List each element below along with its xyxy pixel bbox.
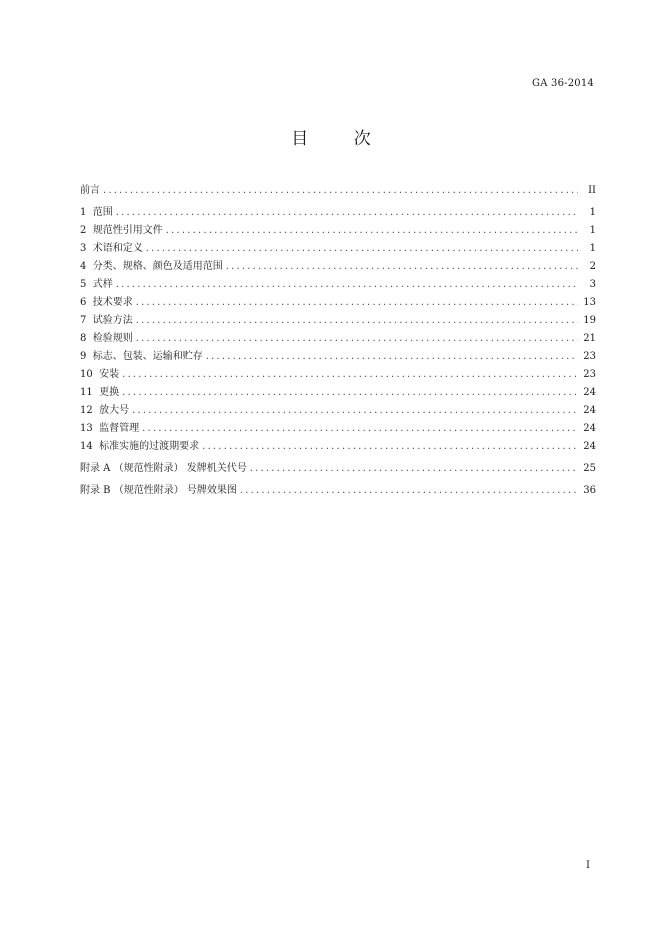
toc-entry-annex-b[interactable] [80, 482, 596, 500]
dot-leader [103, 182, 578, 200]
dot-leader [122, 366, 578, 384]
toc-entry-label: 前言 [80, 185, 100, 196]
dot-leader [122, 384, 578, 402]
dot-leader [136, 294, 578, 312]
dot-leader [116, 204, 578, 222]
dot-leader [142, 420, 578, 438]
toc-entry-inspection-rules[interactable] [80, 330, 596, 348]
document-code: GA 36-2014 [532, 78, 594, 89]
toc-entry-scope[interactable] [80, 204, 596, 222]
toc-entry-page: 23 [583, 369, 596, 380]
page-title: 目 次 [291, 129, 391, 149]
toc-entry-page: 1 [589, 243, 596, 254]
toc-entry-technical-requirements[interactable] [80, 294, 596, 312]
toc-entry-classification[interactable] [80, 258, 596, 276]
toc-entry-page: 23 [583, 351, 596, 362]
toc-entry-supervision[interactable] [80, 420, 596, 438]
toc-entry-page: 24 [583, 405, 596, 416]
toc-entry-label: 附录 B （规范性附录） 号牌效果图 [80, 485, 237, 496]
toc-entry-label: 10 安装 [80, 369, 120, 380]
dot-leader [250, 460, 578, 478]
toc-entry-label: 8 检验规则 [80, 333, 133, 344]
toc-entry-page: 24 [583, 423, 596, 434]
dot-leader [146, 240, 578, 258]
toc-entry-enlarged-number[interactable] [80, 402, 596, 420]
toc-entry-page: 1 [589, 207, 596, 218]
toc-entry-label: 7 试验方法 [80, 315, 133, 326]
page-number: I [586, 860, 590, 871]
toc-entry-page: 19 [583, 315, 596, 326]
toc-entry-annex-a[interactable] [80, 460, 596, 478]
dot-leader [206, 348, 578, 366]
toc-entry-label: 2 规范性引用文件 [80, 225, 163, 236]
toc-entry-page: 2 [589, 261, 596, 272]
toc-entry-styles[interactable] [80, 276, 596, 294]
dot-leader [116, 276, 578, 294]
toc-entry-terms-definitions[interactable] [80, 240, 596, 258]
toc-entry-page: 1 [589, 225, 596, 236]
dot-leader [136, 312, 578, 330]
dot-leader [226, 258, 578, 276]
toc-entry-page: 3 [589, 279, 596, 290]
toc-entry-page: II [588, 185, 596, 196]
toc-entry-page: 24 [583, 387, 596, 398]
toc-entry-label: 14 标准实施的过渡期要求 [80, 441, 200, 452]
dot-leader [202, 438, 578, 456]
toc-entry-label: 9 标志、包装、运输和贮存 [80, 351, 203, 362]
dot-leader [136, 330, 578, 348]
toc-entry-label: 1 范围 [80, 207, 113, 218]
toc-entry-page: 13 [583, 297, 596, 308]
toc-entry-label: 12 放大号 [80, 405, 130, 416]
toc-entry-marking-packaging[interactable] [80, 348, 596, 366]
toc-entry-label: 5 式样 [80, 279, 113, 290]
toc-entry-label: 4 分类、规格、颜色及适用范围 [80, 261, 223, 272]
dot-leader [166, 222, 578, 240]
toc-entry-page: 25 [583, 463, 596, 474]
toc-entry-label: 13 监督管理 [80, 423, 140, 434]
toc-entry-test-methods[interactable] [80, 312, 596, 330]
toc-entry-foreword[interactable] [80, 182, 596, 200]
toc-entry-page: 21 [583, 333, 596, 344]
toc-entry-replacement[interactable] [80, 384, 596, 402]
toc-entry-label: 3 术语和定义 [80, 243, 143, 254]
dot-leader [240, 482, 578, 500]
dot-leader [132, 402, 578, 420]
toc-entry-label: 附录 A （规范性附录） 发牌机关代号 [80, 463, 247, 474]
toc-entry-label: 6 技术要求 [80, 297, 133, 308]
toc-entry-transition-period[interactable] [80, 438, 596, 456]
toc-entry-label: 11 更换 [80, 387, 120, 398]
table-of-contents [80, 178, 596, 500]
toc-entry-installation[interactable] [80, 366, 596, 384]
toc-entry-normative-references[interactable] [80, 222, 596, 240]
toc-entry-page: 24 [583, 441, 596, 452]
toc-entry-page: 36 [583, 485, 596, 496]
